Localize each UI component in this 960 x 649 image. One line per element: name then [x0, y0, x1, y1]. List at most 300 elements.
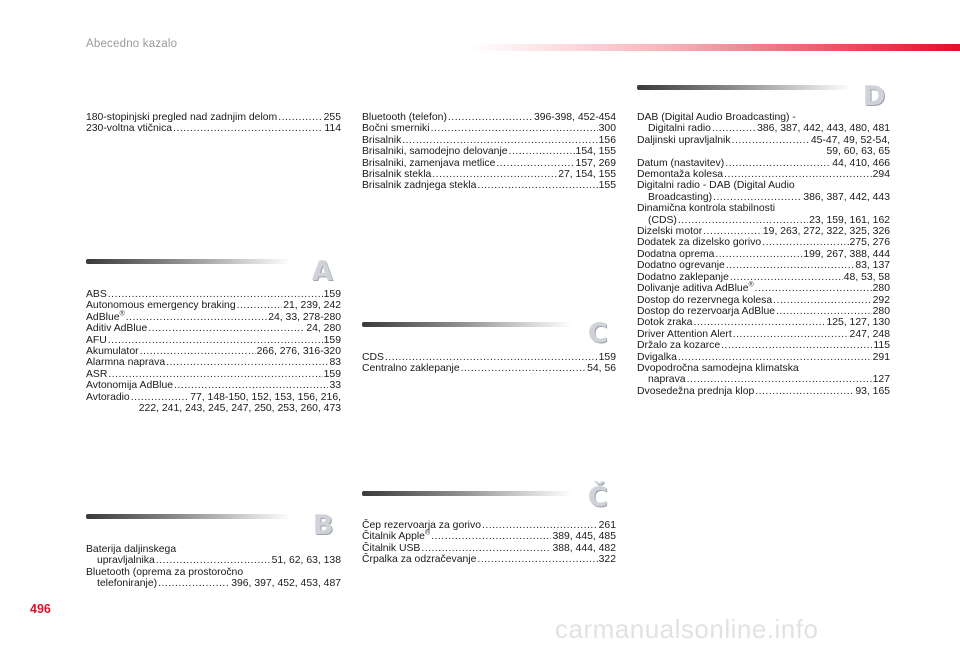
index-entry-pages: 93, 165	[855, 385, 890, 397]
index-entry-label	[362, 146, 508, 157]
index-entry-pages: 114	[324, 123, 341, 135]
index-entry-pages: 115	[873, 340, 890, 352]
index-entry-label-text: Daljinski upravljalnik	[637, 134, 731, 146]
index-entry-pages: 155	[598, 180, 616, 192]
index-entry-pages: 199, 267, 388, 444	[803, 248, 890, 260]
index-section-c	[362, 352, 616, 375]
index-entry-label	[362, 363, 460, 374]
index-entry-pages: 292	[872, 294, 890, 306]
dot-leader	[730, 272, 843, 283]
dot-leader	[432, 169, 557, 180]
index-entry-label	[362, 352, 384, 363]
index-entry-pages-continued: 59, 60, 63, 65	[826, 146, 890, 158]
dot-leader	[431, 123, 598, 134]
index-entry-label	[637, 386, 754, 397]
dot-leader	[762, 237, 848, 248]
dot-leader	[402, 135, 597, 146]
index-section-numbers	[86, 112, 341, 135]
index-entry-row	[637, 192, 890, 203]
index-entry-label	[637, 226, 702, 237]
index-entry-label-text: Brisalnik	[362, 134, 402, 146]
index-entry-pages: 159	[323, 368, 341, 380]
section-a-letter: A	[312, 256, 333, 287]
index-entry	[362, 554, 616, 565]
index-entry-label	[362, 135, 401, 146]
index-entry-row	[362, 123, 616, 134]
index-entry-label-text: Aditiv AdBlue	[86, 323, 148, 335]
index-entry-label-text: Alarmna naprava	[86, 357, 166, 369]
index-entry	[362, 146, 616, 157]
dot-leader	[755, 386, 854, 397]
index-entry-row	[637, 374, 890, 385]
index-entry-label-text: Centralno zaklepanje	[362, 363, 460, 375]
index-entry-label-text: AdBlue	[86, 311, 120, 323]
index-entry-label	[86, 323, 147, 334]
index-entry	[86, 123, 341, 134]
index-entry-row	[86, 312, 341, 323]
dot-leader	[477, 180, 597, 191]
header-title: Abecedno kazalo	[86, 38, 178, 50]
index-entry	[637, 295, 890, 306]
index-entry-pages: 127	[872, 374, 890, 386]
index-entry-row	[86, 369, 341, 380]
page-number: 496	[30, 602, 51, 616]
index-entry	[86, 346, 341, 357]
index-entry	[362, 363, 616, 374]
index-entry-label: Bluetooth (oprema za prostoročno	[86, 566, 244, 578]
index-entry	[362, 520, 616, 531]
index-entry	[637, 363, 890, 386]
index-entry	[637, 306, 890, 317]
index-entry-label-text: 180-stopinjski pregled nad zadnjim delom	[86, 112, 278, 123]
dot-leader	[108, 289, 323, 300]
dot-leader	[385, 352, 598, 363]
index-entry	[637, 352, 890, 363]
index-section-b-continued	[362, 112, 616, 192]
index-entry-label	[362, 554, 476, 565]
index-entry-label	[362, 169, 431, 180]
index-entry-label-text: Dizelski motor	[637, 226, 703, 238]
index-entry-pages: 21, 239, 242	[283, 300, 341, 312]
index-section-d	[637, 112, 890, 397]
dot-leader	[733, 329, 849, 340]
index-entry-pages: 125, 127, 130	[826, 317, 890, 329]
index-entry-label	[637, 306, 775, 317]
section-c-letter: C	[588, 318, 608, 349]
index-entry-row	[86, 335, 341, 346]
index-entry-label	[362, 520, 481, 531]
index-entry-label	[86, 357, 165, 368]
index-entry-label: Dvopodročna samodejna klimatska	[637, 362, 799, 374]
dot-leader	[166, 357, 328, 368]
index-entry	[362, 169, 616, 180]
index-entry-row	[86, 289, 341, 300]
index-entry-pages: 83, 137	[855, 260, 890, 272]
index-entry-row	[86, 123, 341, 134]
index-entry-label: Baterija daljinskega	[86, 544, 177, 555]
index-entry	[362, 158, 616, 169]
index-entry-label	[637, 295, 772, 306]
index-entry-row	[637, 295, 890, 306]
index-entry	[86, 357, 341, 368]
index-entry-row	[637, 340, 890, 351]
dot-leader	[776, 306, 872, 317]
index-entry-label: DAB (Digital Audio Broadcasting) -	[637, 112, 796, 123]
index-entry-label	[637, 169, 723, 180]
dot-leader	[755, 283, 872, 294]
index-entry-label-text: Brisalniki, zamenjava metlice	[362, 157, 496, 169]
dot-leader	[724, 169, 872, 180]
index-entry-pages: 27, 154, 155	[558, 169, 616, 181]
dot-leader	[278, 112, 322, 123]
index-entry-label-continued: upravljalnika	[97, 555, 155, 567]
index-entry	[637, 272, 890, 283]
index-entry-row	[637, 272, 890, 283]
index-entry-label-text: Akumulator	[86, 346, 139, 358]
index-entry-pages: 19, 263, 272, 322, 325, 326	[762, 226, 890, 238]
index-entry-label-text: Avtoradio	[86, 391, 130, 403]
index-entry-label-text: Bluetooth (telefon)	[362, 112, 447, 123]
index-entry-row	[86, 380, 341, 391]
index-entry	[637, 226, 890, 237]
index-entry	[86, 392, 341, 415]
index-entry-label	[637, 249, 714, 260]
dot-leader	[237, 300, 283, 311]
dot-leader	[108, 335, 323, 346]
index-entry	[637, 340, 890, 351]
dot-leader	[148, 323, 305, 334]
index-entry-pages: 77, 148-150, 152, 153, 156, 216,	[190, 391, 341, 403]
index-entry-label	[86, 289, 107, 300]
index-entry-label-text: Črpalka za odzračevanje	[362, 554, 477, 566]
index-entry-row	[86, 555, 341, 566]
index-entry-pages: 396, 397, 452, 453, 487	[231, 578, 341, 590]
section-b-divider	[86, 514, 291, 519]
index-entry-pages: 275, 276	[849, 237, 890, 249]
index-entry-pages: 291	[872, 351, 890, 363]
index-entry-label	[86, 380, 173, 391]
index-entry-row	[362, 146, 616, 157]
index-entry-label-text: 230-voltna vtičnica	[86, 123, 173, 135]
index-entry-label-text: Avtonomija AdBlue	[86, 380, 174, 392]
section-a-divider	[86, 259, 291, 264]
index-entry-pages: 159	[323, 334, 341, 346]
index-entry-row	[362, 520, 616, 531]
dot-leader	[421, 543, 551, 554]
index-entry-pages: 83	[329, 357, 341, 369]
index-entry-row	[637, 306, 890, 317]
index-entry-label-continued: Broadcasting)	[648, 191, 713, 203]
index-entry-label-text: Brisalnik zadnjega stekla	[362, 180, 477, 192]
index-entry-pages: 389, 445, 485	[552, 531, 616, 543]
index-entry	[86, 323, 341, 334]
index-entry	[637, 169, 890, 180]
index-entry-row	[86, 392, 341, 403]
index-entry-label-text: CDS	[362, 352, 384, 363]
dot-leader	[725, 158, 831, 169]
index-entry	[86, 544, 341, 567]
section-d-letter: D	[863, 81, 886, 112]
index-entry	[362, 543, 616, 554]
index-entry	[86, 567, 341, 590]
index-entry-label: Digitalni radio - DAB (Digital Audio	[637, 180, 795, 192]
index-entry-pages: 159	[598, 352, 616, 363]
index-entry-pages: 48, 53, 58	[843, 271, 890, 283]
section-c-divider	[362, 322, 572, 327]
index-entry	[637, 180, 890, 203]
dot-leader	[509, 146, 575, 157]
dot-leader	[732, 135, 810, 146]
index-section-a	[86, 289, 341, 414]
dot-leader	[431, 531, 551, 542]
index-section-b	[86, 544, 341, 590]
dot-leader	[715, 249, 802, 260]
index-entry-pages: 386, 387, 442, 443	[803, 191, 890, 203]
index-entry-label	[86, 335, 107, 346]
index-entry-row	[86, 357, 341, 368]
index-entry-row	[637, 329, 890, 340]
index-entry-label: Dinamična kontrola stabilnosti	[637, 203, 776, 215]
index-entry	[362, 352, 616, 363]
index-entry-label-text: Driver Attention Alert	[637, 328, 732, 340]
index-entry-label-text: Čitalnik Apple	[362, 531, 425, 543]
index-entry	[637, 317, 890, 328]
index-entry-label	[637, 340, 720, 351]
index-entry-label-text: Dodatek za dizelsko gorivo	[637, 237, 762, 249]
index-section-cc	[362, 520, 616, 566]
dot-leader	[156, 555, 271, 566]
index-entry-label	[86, 392, 130, 403]
index-entry	[86, 369, 341, 380]
index-entry-row	[637, 386, 890, 397]
index-entry-pages-continued: 222, 241, 243, 245, 247, 250, 253, 260, 473	[138, 403, 341, 415]
index-entry-label-text: Dvosedežna prednja klop	[637, 385, 755, 397]
dot-leader	[482, 520, 598, 531]
index-entry-label	[362, 112, 447, 123]
section-cc-letter: Č	[588, 482, 608, 513]
index-entry	[637, 249, 890, 260]
index-entry	[362, 180, 616, 191]
dot-leader	[126, 312, 268, 323]
index-entry	[362, 123, 616, 134]
index-entry-label	[86, 312, 125, 323]
index-entry-pages: 154, 155	[575, 146, 616, 158]
index-entry-label-text: Dvigalka	[637, 351, 677, 363]
index-entry-label-text: Autonomous emergency braking	[86, 300, 236, 312]
index-entry-row	[362, 554, 616, 565]
index-entry-label-text: ASR	[86, 368, 108, 380]
index-entry-label-text: Dotok zraka	[637, 317, 693, 329]
index-entry-pages: 44, 410, 466	[832, 157, 890, 169]
index-entry-label-text: Čep rezervoarja za gorivo	[362, 520, 481, 531]
dot-leader	[173, 123, 323, 134]
watermark: carmanualsonline.info	[555, 614, 819, 644]
index-entry-pages: 322	[598, 554, 616, 566]
index-entry-label-text: Bočni smerniki	[362, 123, 430, 135]
index-entry-row	[637, 215, 890, 226]
index-entry-pages: 280	[872, 305, 890, 317]
index-entry-label	[362, 123, 430, 134]
index-entry-pages: 159	[323, 289, 341, 300]
index-entry-label-text: Dodatno ogrevanje	[637, 260, 725, 272]
index-entry-label	[637, 317, 692, 328]
index-entry-pages: 280	[872, 283, 890, 295]
index-entry-row	[637, 158, 890, 169]
index-entry-label-continued: naprava	[648, 374, 686, 386]
index-entry-pages: 388, 444, 482	[552, 542, 616, 554]
dot-leader	[726, 260, 855, 271]
dot-leader	[713, 192, 802, 203]
index-entry	[86, 289, 341, 300]
index-entry-row	[637, 169, 890, 180]
index-entry-pages: 261	[598, 520, 616, 531]
index-entry-label	[362, 543, 420, 554]
index-entry-row	[637, 123, 890, 134]
index-entry-pages: 294	[872, 169, 890, 181]
index-entry-row	[637, 317, 890, 328]
index-entry-row	[362, 352, 616, 363]
index-entry	[362, 135, 616, 146]
index-entry-label-text: Brisalnik stekla	[362, 169, 432, 181]
index-entry-label	[86, 369, 107, 380]
dot-leader	[678, 215, 808, 226]
index-entry-row	[86, 578, 341, 589]
index-entry-row	[362, 180, 616, 191]
dot-leader	[461, 363, 586, 374]
index-entry	[637, 158, 890, 169]
dot-leader	[773, 295, 871, 306]
section-d-divider	[637, 85, 852, 90]
index-entry-label	[637, 352, 677, 363]
index-entry-row	[637, 249, 890, 260]
dot-leader	[721, 340, 872, 351]
index-entry-row	[637, 237, 890, 248]
dot-leader	[174, 380, 328, 391]
index-entry-row	[86, 112, 341, 123]
index-entry-label-continued: Digitalni radio	[648, 123, 711, 135]
index-entry-label-text: Dodatno zaklepanje	[637, 271, 729, 283]
index-entry-row	[362, 531, 616, 542]
index-entry-label-text: Dolivanje aditiva AdBlue	[637, 283, 749, 295]
index-entry	[86, 312, 341, 323]
index-entry-label	[637, 329, 732, 340]
index-entry-label	[362, 158, 495, 169]
index-entry-label	[362, 180, 476, 191]
index-entry-label	[362, 531, 430, 542]
index-entry-row	[86, 346, 341, 357]
index-entry-pages: 45-47, 49, 52-54,	[810, 134, 890, 146]
index-entry-pages: 266, 276, 316-320	[256, 346, 341, 358]
index-entry-row	[637, 283, 890, 294]
index-entry-label-text: Čitalnik USB	[362, 542, 421, 554]
index-entry	[637, 237, 890, 248]
index-entry-row	[362, 363, 616, 374]
index-entry-pages: 157, 269	[575, 157, 616, 169]
index-entry-label	[637, 135, 731, 146]
index-entry-label-text: Dostop do rezervnega kolesa	[637, 294, 773, 306]
index-entry-row	[362, 158, 616, 169]
dot-leader	[693, 317, 825, 328]
index-entry-pages: 247, 248	[849, 328, 890, 340]
index-entry-pages: 396-398, 452-454	[533, 112, 616, 123]
index-entry-row	[637, 352, 890, 363]
index-entry-label	[86, 112, 277, 123]
index-entry-pages: 54, 56	[587, 363, 616, 375]
index-entry-pages: 24, 33, 278-280	[268, 311, 341, 323]
dot-leader	[131, 392, 189, 403]
index-entry-pages: 24, 280	[306, 323, 341, 335]
index-entry	[637, 260, 890, 271]
index-entry	[86, 380, 341, 391]
index-entry-pages: 51, 62, 63, 138	[271, 555, 341, 567]
index-entry-pages: 33	[329, 380, 341, 392]
index-entry	[637, 329, 890, 340]
index-entry	[637, 203, 890, 226]
index-entry	[637, 112, 890, 135]
index-entry-label	[86, 346, 139, 357]
section-b-letter: B	[313, 510, 334, 541]
index-entry-pages: 255	[323, 112, 341, 123]
index-entry-row	[86, 323, 341, 334]
dot-leader	[687, 374, 872, 385]
index-entry-label-text: Brisalniki, samodejno delovanje	[362, 146, 508, 158]
section-cc-divider	[362, 491, 572, 496]
index-entry	[362, 531, 616, 542]
index-entry-row	[637, 226, 890, 237]
registered-mark: ®	[748, 281, 754, 289]
index-entry-row	[362, 112, 616, 123]
index-entry-label-text: AFU	[86, 334, 107, 346]
index-entry-pages: 23, 159, 161, 162	[809, 214, 890, 226]
index-entry	[362, 112, 616, 123]
index-entry	[637, 135, 890, 158]
dot-leader	[712, 123, 756, 134]
index-entry-label	[637, 272, 729, 283]
index-entry-label	[637, 283, 754, 294]
registered-mark: ®	[424, 529, 431, 537]
index-entry	[86, 112, 341, 123]
header-accent-bar	[470, 44, 960, 51]
registered-mark: ®	[119, 310, 125, 318]
index-entry-label-continued: (CDS)	[648, 214, 677, 226]
dot-leader	[140, 346, 256, 357]
index-entry-label	[637, 260, 725, 271]
index-entry-pages: 156	[598, 134, 616, 146]
index-entry-label-text: Dostop do rezervoarja AdBlue	[637, 305, 776, 317]
index-entry-label	[637, 237, 761, 248]
index-entry-pages: 300	[598, 123, 616, 135]
dot-leader	[477, 554, 597, 565]
dot-leader	[158, 578, 230, 589]
index-entry-label-text: Držalo za kozarce	[637, 340, 721, 352]
dot-leader	[108, 369, 322, 380]
index-entry-label	[637, 158, 724, 169]
index-entry-label-text: Dodatna oprema	[637, 248, 715, 260]
index-entry	[86, 335, 341, 346]
index-entry-label-text: Datum (nastavitev)	[637, 157, 725, 169]
dot-leader	[496, 158, 574, 169]
dot-leader	[448, 112, 533, 123]
index-entry-label-continued: telefoniranje)	[97, 578, 158, 590]
index-entry	[637, 283, 890, 294]
index-entry-pages: 386, 387, 442, 443, 480, 481	[757, 123, 890, 135]
index-entry-row	[637, 260, 890, 271]
index-entry-label	[86, 300, 236, 311]
index-entry-label-text: Demontaža kolesa	[637, 169, 724, 181]
index-entry	[637, 386, 890, 397]
index-entry-row	[362, 135, 616, 146]
dot-leader	[703, 226, 762, 237]
